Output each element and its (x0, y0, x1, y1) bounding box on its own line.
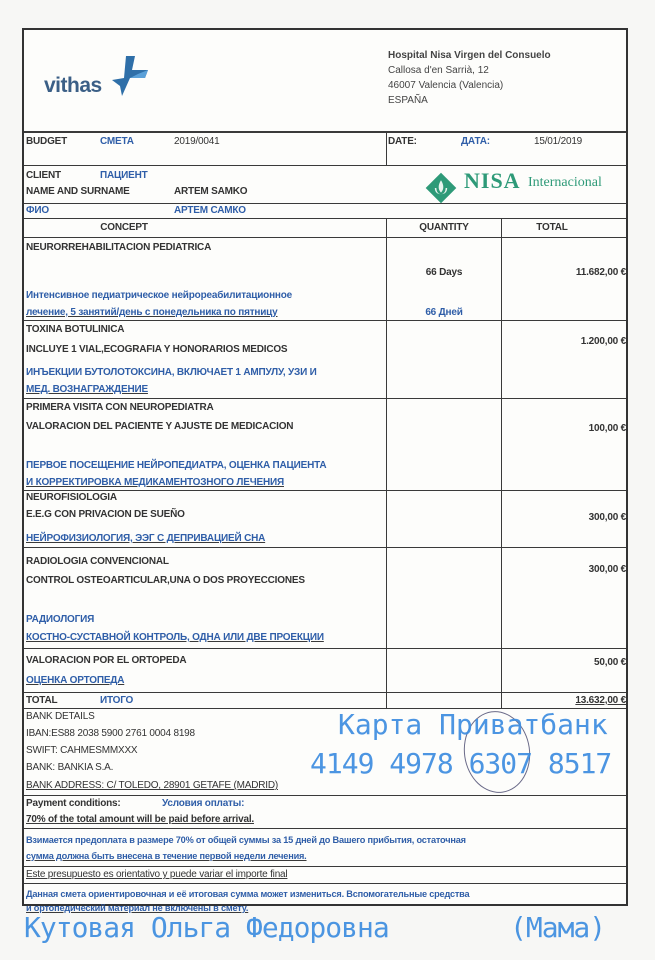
client-label-ru: ПАЦИЕНТ (100, 170, 148, 181)
header-concept: CONCEPT (100, 222, 148, 233)
budget-number: 2019/0041 (174, 136, 220, 147)
concept-es: TOXINA BOTULINICA (26, 324, 125, 335)
concept-es: VALORACION DEL PACIENTE Y AJUSTE DE MEDICACION (26, 421, 294, 432)
line-total: 11.682,00 € (575, 267, 626, 278)
hospital-name: Hospital Nisa Virgen del Consuelo (388, 50, 551, 61)
divider (24, 237, 626, 238)
client-label: CLIENT (26, 170, 61, 181)
concept-es: NEURORREHABILITACION PEDIATRICA (26, 242, 212, 253)
line-total: 100,00 € (588, 423, 626, 434)
name-label-ru: ФИО (26, 205, 49, 216)
total-label-ru: ИТОГО (100, 695, 134, 706)
address-line2: 46007 Valencia (Valencia) (388, 80, 504, 91)
disclaimer-ru: и ортопедический материал не включены в смету. (26, 903, 249, 913)
concept-ru: РАДИОЛОГИЯ (26, 614, 95, 625)
concept-es: VALORACION POR EL ORTOPEDA (26, 655, 187, 666)
overlay-card-holder: Кутовая Ольга Федоровна (24, 911, 389, 944)
divider (24, 866, 626, 867)
date-label-ru: ДАТА: (461, 136, 490, 147)
concept-es: E.E.G CON PRIVACION DE SUEÑO (26, 509, 185, 520)
payment-line-ru: сумма должна быть внесена в течение первой недели лечения. (26, 851, 307, 861)
line-total: 300,00 € (588, 564, 626, 575)
bank-title: BANK DETAILS (26, 711, 95, 722)
address-country: ESPAÑA (388, 95, 428, 106)
bank-iban: IBAN:ES88 2038 5900 2761 0004 8198 (26, 728, 195, 739)
divider (24, 883, 626, 884)
concept-ru: НЕЙРОФИЗИОЛОГИЯ, ЭЭГ С ДЕПРИВАЦИЕЙ СНА (26, 533, 266, 544)
divider (386, 131, 387, 165)
vithas-logo (44, 58, 164, 108)
line-total: 1.200,00 € (580, 336, 626, 347)
line-total: 50,00 € (594, 657, 626, 668)
divider (24, 320, 626, 321)
client-name-ru: АРТЕМ САМКО (174, 205, 246, 216)
budget-label: BUDGET (26, 136, 68, 147)
concept-ru: КОСТНО-СУСТАВНОЙ КОНТРОЛЬ, ОДНА ИЛИ ДВЕ ПРОЕКЦИИ (26, 632, 324, 643)
overlay-relation: (Мама) (510, 911, 606, 944)
divider (24, 547, 626, 548)
overlay-card-bank: Карта Приватбанк (338, 708, 608, 741)
disclaimer-es: Este presupuesto es orientativo y puede variar el importe final (26, 869, 288, 880)
header-quantity: QUANTITY (419, 222, 469, 233)
divider (24, 795, 626, 796)
quantity: 66 Days (425, 267, 463, 278)
concept-ru: И КОРРЕКТИРОВКА МЕДИКАМЕНТОЗНОГО ЛЕЧЕНИЯ (26, 477, 284, 488)
client-name: ARTEM SAMKO (174, 186, 248, 197)
divider (24, 692, 626, 693)
vithas-logo-text: vithas (44, 74, 102, 97)
bank-name: BANK: BANKIA S.A. (26, 762, 114, 773)
column-divider (386, 218, 387, 708)
date-label: DATE: (388, 136, 417, 147)
divider (24, 648, 626, 649)
concept-ru: ОЦЕНКА ОРТОПЕДА (26, 675, 125, 686)
concept-es: RADIOLOGIA CONVENCIONAL (26, 556, 169, 567)
payment-line: 70% of the total amount will be paid before arrival. (26, 814, 254, 825)
hospital-address (388, 48, 551, 108)
divider (24, 398, 626, 399)
disclaimer-ru: Данная смета ориентировочная и её итоговая сумма может измениться. Вспомогательные средства (26, 889, 470, 899)
vithas-cross-icon (108, 52, 154, 98)
header-total: TOTAL (536, 222, 568, 233)
grand-total: 13.632,00 € (575, 695, 626, 706)
divider (24, 490, 626, 491)
divider (24, 218, 626, 219)
overlay-card-number: 4149 4978 6307 8517 (310, 747, 612, 780)
concept-es: PRIMERA VISITA CON NEUROPEDIATRA (26, 402, 214, 413)
concept-es: INCLUYE 1 VIAL,ECOGRAFIA Y HONORARIOS MEDICOS (26, 344, 288, 355)
divider (24, 828, 626, 829)
bank-address: BANK ADDRESS: C/ TOLEDO, 28901 GETAFE (MADRID) (26, 780, 278, 791)
payment-label: Payment conditions: (26, 798, 121, 809)
concept-ru: МЕД. ВОЗНАГРАЖДЕНИЕ (26, 384, 148, 395)
budget-label-ru: СМЕТА (100, 136, 134, 147)
concept-ru: ПЕРВОЕ ПОСЕЩЕНИЕ НЕЙРОПЕДИАТРА, ОЦЕНКА ПАЦИЕНТА (26, 460, 327, 471)
bank-swift: SWIFT: CAHMESMMXXX (26, 745, 138, 756)
concept-es: NEUROFISIOLOGIA (26, 492, 117, 503)
nisa-logo-sub: Internacional (528, 175, 602, 190)
fleur-de-lis-icon (424, 171, 458, 205)
divider (24, 131, 626, 133)
nisa-logo-text: NISA (464, 168, 521, 193)
concept-ru: Интенсивное педиатрическое нейрореабилитационное (26, 290, 293, 301)
total-label: TOTAL (26, 695, 58, 706)
divider (24, 165, 626, 166)
budget-date: 15/01/2019 (534, 136, 583, 147)
address-line1: Callosa d'en Sarrià, 12 (388, 65, 489, 76)
concept-es: CONTROL OSTEOARTICULAR,UNA O DOS PROYECCIONES (26, 575, 305, 586)
quantity-ru: 66 Дней (425, 307, 463, 318)
nisa-stamp-logo (424, 167, 624, 217)
concept-ru: лечение, 5 занятий/день с понедельника по пятницу (26, 307, 278, 318)
payment-label-ru: Условия оплаты: (162, 798, 245, 809)
line-total: 300,00 € (588, 512, 626, 523)
name-label: NAME AND SURNAME (26, 186, 130, 197)
payment-line-ru: Взимается предоплата в размере 70% от общей суммы за 15 дней до Вашего прибытия, остаточная (26, 835, 466, 845)
column-divider (501, 218, 502, 708)
concept-ru: ИНЪЕКЦИИ БУТОЛОТОКСИНА, ВКЛЮЧАЕТ 1 АМПУЛУ, УЗИ И (26, 367, 317, 378)
